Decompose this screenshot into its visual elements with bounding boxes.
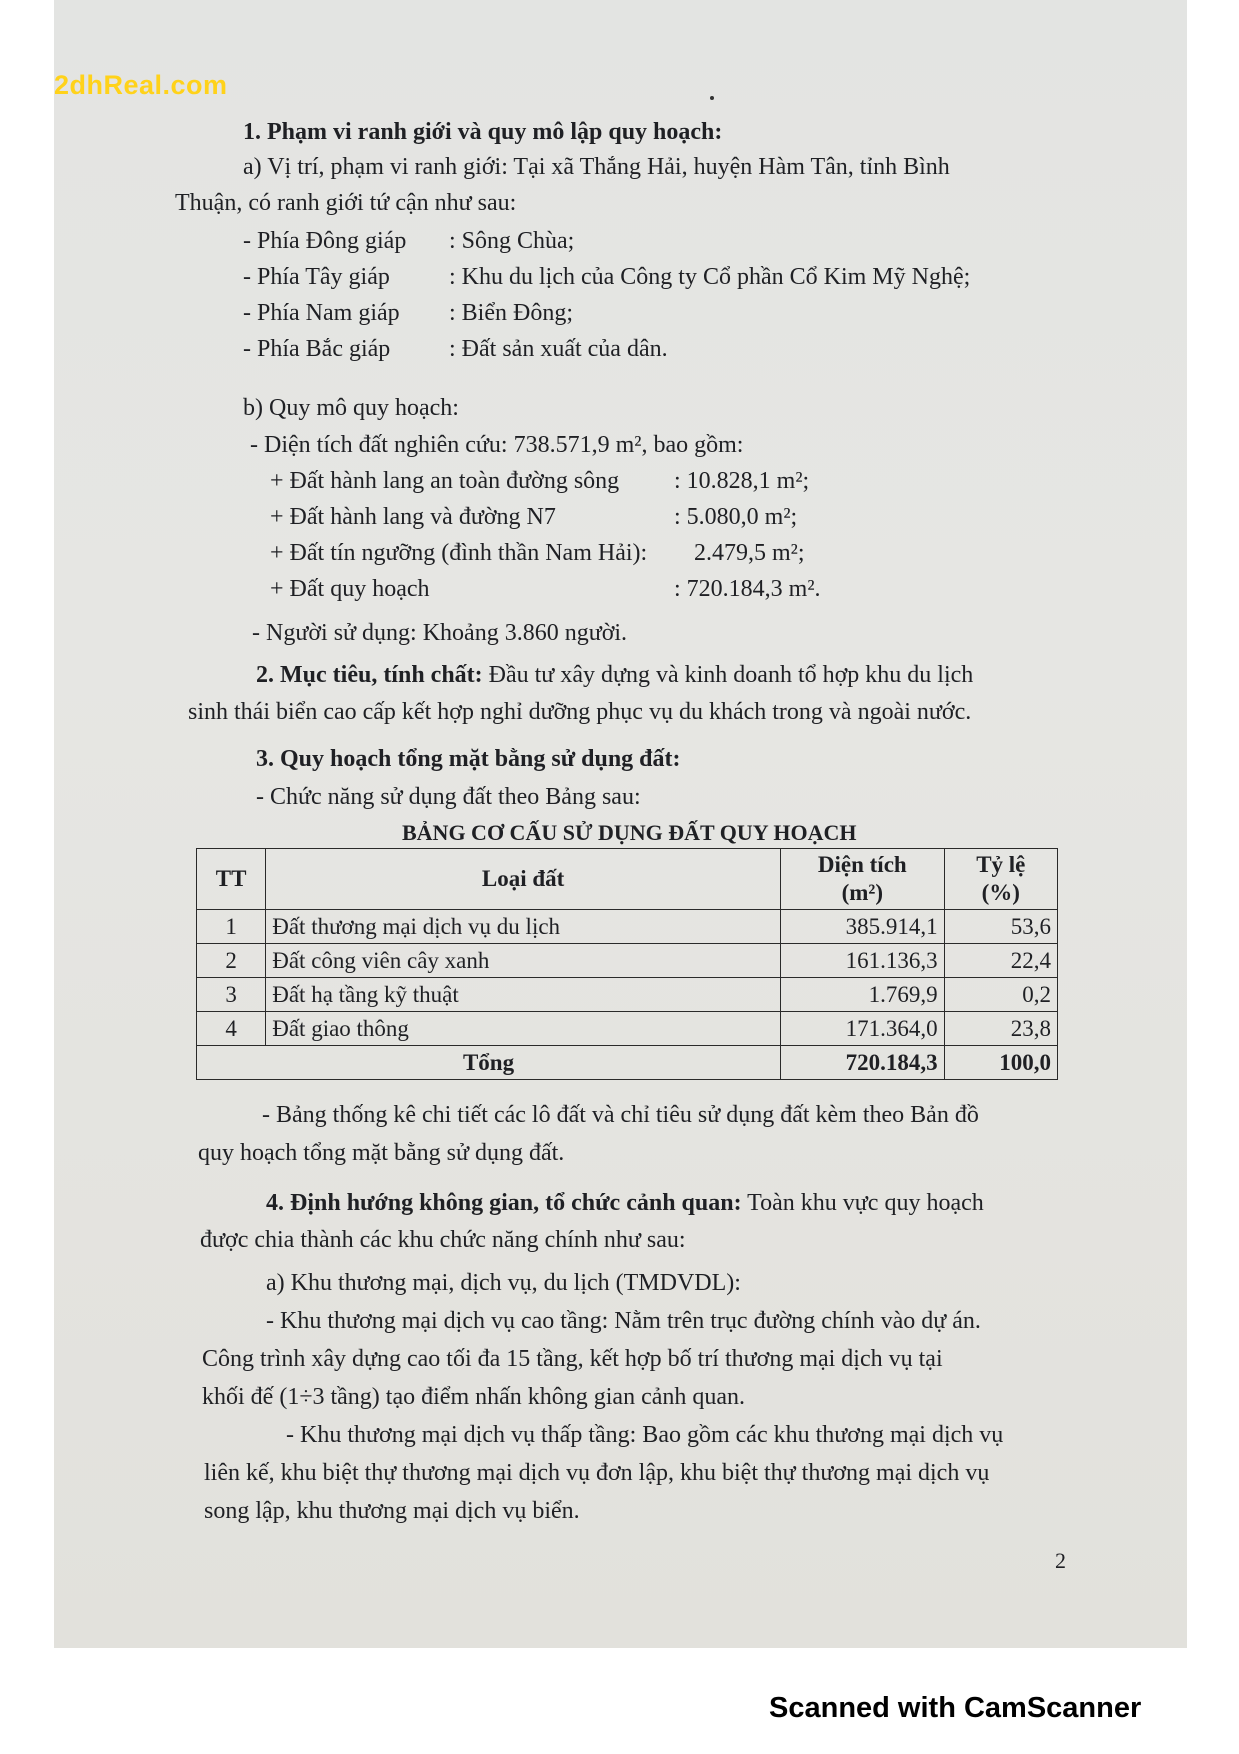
cell-area: 385.914,1 [781,910,945,944]
table-row [197,910,1058,944]
header-area [781,849,945,910]
border-west [243,262,970,292]
table-row [197,944,1058,978]
page-number: 2 [1055,1548,1066,1573]
camscanner-label: Scanned with CamScanner [769,1692,1142,1724]
cell-tt: 1 [197,910,266,944]
section3-note2: quy hoạch tổng mặt bằng sử dụng đất. [198,1140,565,1166]
total-pct: 100,0 [944,1046,1057,1080]
cell-type: Đất giao thông [266,1012,781,1046]
cell-pct: 22,4 [944,944,1057,978]
section4-low-1: - Khu thương mại dịch vụ thấp tầng: Bao gồm các khu thương mại dịch vụ [286,1422,1004,1448]
watermark: 2dhReal.com [54,70,228,100]
section1-a-line2: Thuận, có ranh giới tứ cận như sau: [175,190,517,216]
border-label: - Phía Bắc giáp [243,336,391,362]
section4-high-1: - Khu thương mại dịch vụ cao tầng: Nằm trên trục đường chính vào dự án. [266,1308,981,1334]
border-value: : Khu du lịch của Công ty Cổ phần Cổ Kim Mỹ Nghệ; [449,264,971,290]
cell-pct: 23,8 [944,1012,1057,1046]
section2-line1 [256,660,973,690]
section4-low-3: song lập, khu thương mại dịch vụ biển. [204,1498,580,1524]
border-label: - Phía Nam giáp [243,300,400,326]
section2-heading: 2. Mục tiêu, tính chất: [256,662,483,688]
component-label: + Đất quy hoạch [270,576,430,602]
header-area-line1: Diện tích [817,852,907,877]
header-pct-line1: Tỷ lệ [976,852,1026,877]
section4-low-2: liên kế, khu biệt thự thương mại dịch vụ đơn lập, khu biệt thự thương mại dịch vụ [204,1460,990,1486]
section4-line1 [266,1188,984,1218]
border-north [243,334,668,364]
cell-type: Đất công viên cây xanh [266,944,781,978]
border-east [243,226,574,256]
table-total-row [197,1046,1058,1080]
section3-heading: 3. Quy hoạch tổng mặt bằng sử dụng đất: [256,746,681,772]
border-label: - Phía Tây giáp [243,264,390,290]
speck [710,96,714,100]
cell-tt: 3 [197,978,266,1012]
table-row [197,1012,1058,1046]
border-south [243,298,573,328]
component-row [270,466,809,496]
total-area: 720.184,3 [781,1046,945,1080]
table-row [197,978,1058,1012]
border-value: : Sông Chùa; [449,228,575,254]
border-label: - Phía Đông giáp [243,228,407,254]
header-area-line2: (m²) [841,880,883,905]
section1-a-line1: a) Vị trí, phạm vi ranh giới: Tại xã Thắng Hải, huyện Hàm Tân, tỉnh Bình [243,154,950,180]
users: - Người sử dụng: Khoảng 3.860 người. [252,620,628,646]
border-value: : Đất sản xuất của dân. [449,336,668,362]
cell-tt: 2 [197,944,266,978]
section3-note1: - Bảng thống kê chi tiết các lô đất và chỉ tiêu sử dụng đất kèm theo Bản đồ [262,1102,979,1128]
study-area: - Diện tích đất nghiên cứu: 738.571,9 m², bao gồm: [250,432,744,458]
section3-intro: - Chức năng sử dụng đất theo Bảng sau: [256,784,641,810]
section4-high-3: khối đế (1÷3 tầng) tạo điểm nhấn không gian cảnh quan. [202,1384,746,1410]
section4-a-heading: a) Khu thương mại, dịch vụ, du lịch (TMDVDL): [266,1270,741,1296]
total-label: Tổng [197,1046,781,1080]
component-label: + Đất hành lang an toàn đường sông [270,468,620,494]
component-value: 2.479,5 m²; [694,540,805,566]
header-pct-line2: (%) [981,880,1020,905]
component-label: + Đất hành lang và đường N7 [270,504,556,530]
component-value: : 10.828,1 m²; [674,468,810,494]
table-header-row [197,849,1058,910]
component-label: + Đất tín ngưỡng (đình thần Nam Hải): [270,540,648,566]
section2-line2: sinh thái biển cao cấp kết hợp nghỉ dưỡng phục vụ du khách trong và ngoài nước. [188,699,972,725]
cell-area: 161.136,3 [781,944,945,978]
section1-b-heading: b) Quy mô quy hoạch: [243,395,459,421]
cell-area: 171.364,0 [781,1012,945,1046]
header-pct [944,849,1057,910]
cell-type: Đất thương mại dịch vụ du lịch [266,910,781,944]
land-use-table [196,848,1058,1080]
component-row [270,538,805,568]
cell-type: Đất hạ tầng kỹ thuật [266,978,781,1012]
cell-pct: 0,2 [944,978,1057,1012]
component-value: : 720.184,3 m². [674,576,821,602]
section4-text1: Toàn khu vực quy hoạch [741,1190,984,1216]
component-row [270,502,797,532]
header-type: Loại đất [266,849,781,910]
section4-heading: 4. Định hướng không gian, tổ chức cảnh quan: [266,1190,742,1216]
cell-area: 1.769,9 [781,978,945,1012]
table-title: BẢNG CƠ CẤU SỬ DỤNG ĐẤT QUY HOẠCH [402,820,857,845]
header-tt: TT [197,849,266,910]
section4-high-2: Công trình xây dựng cao tối đa 15 tầng, kết hợp bố trí thương mại dịch vụ tại [202,1346,943,1372]
border-value: : Biển Đông; [449,300,573,326]
section4-line2: được chia thành các khu chức năng chính như sau: [200,1227,686,1253]
cell-tt: 4 [197,1012,266,1046]
section2-text1: Đầu tư xây dựng và kinh doanh tổ hợp khu du lịch [482,662,974,688]
component-row [270,574,821,604]
section1-heading: 1. Phạm vi ranh giới và quy mô lập quy hoạch: [243,119,723,145]
component-value: : 5.080,0 m²; [674,504,798,530]
cell-pct: 53,6 [944,910,1057,944]
